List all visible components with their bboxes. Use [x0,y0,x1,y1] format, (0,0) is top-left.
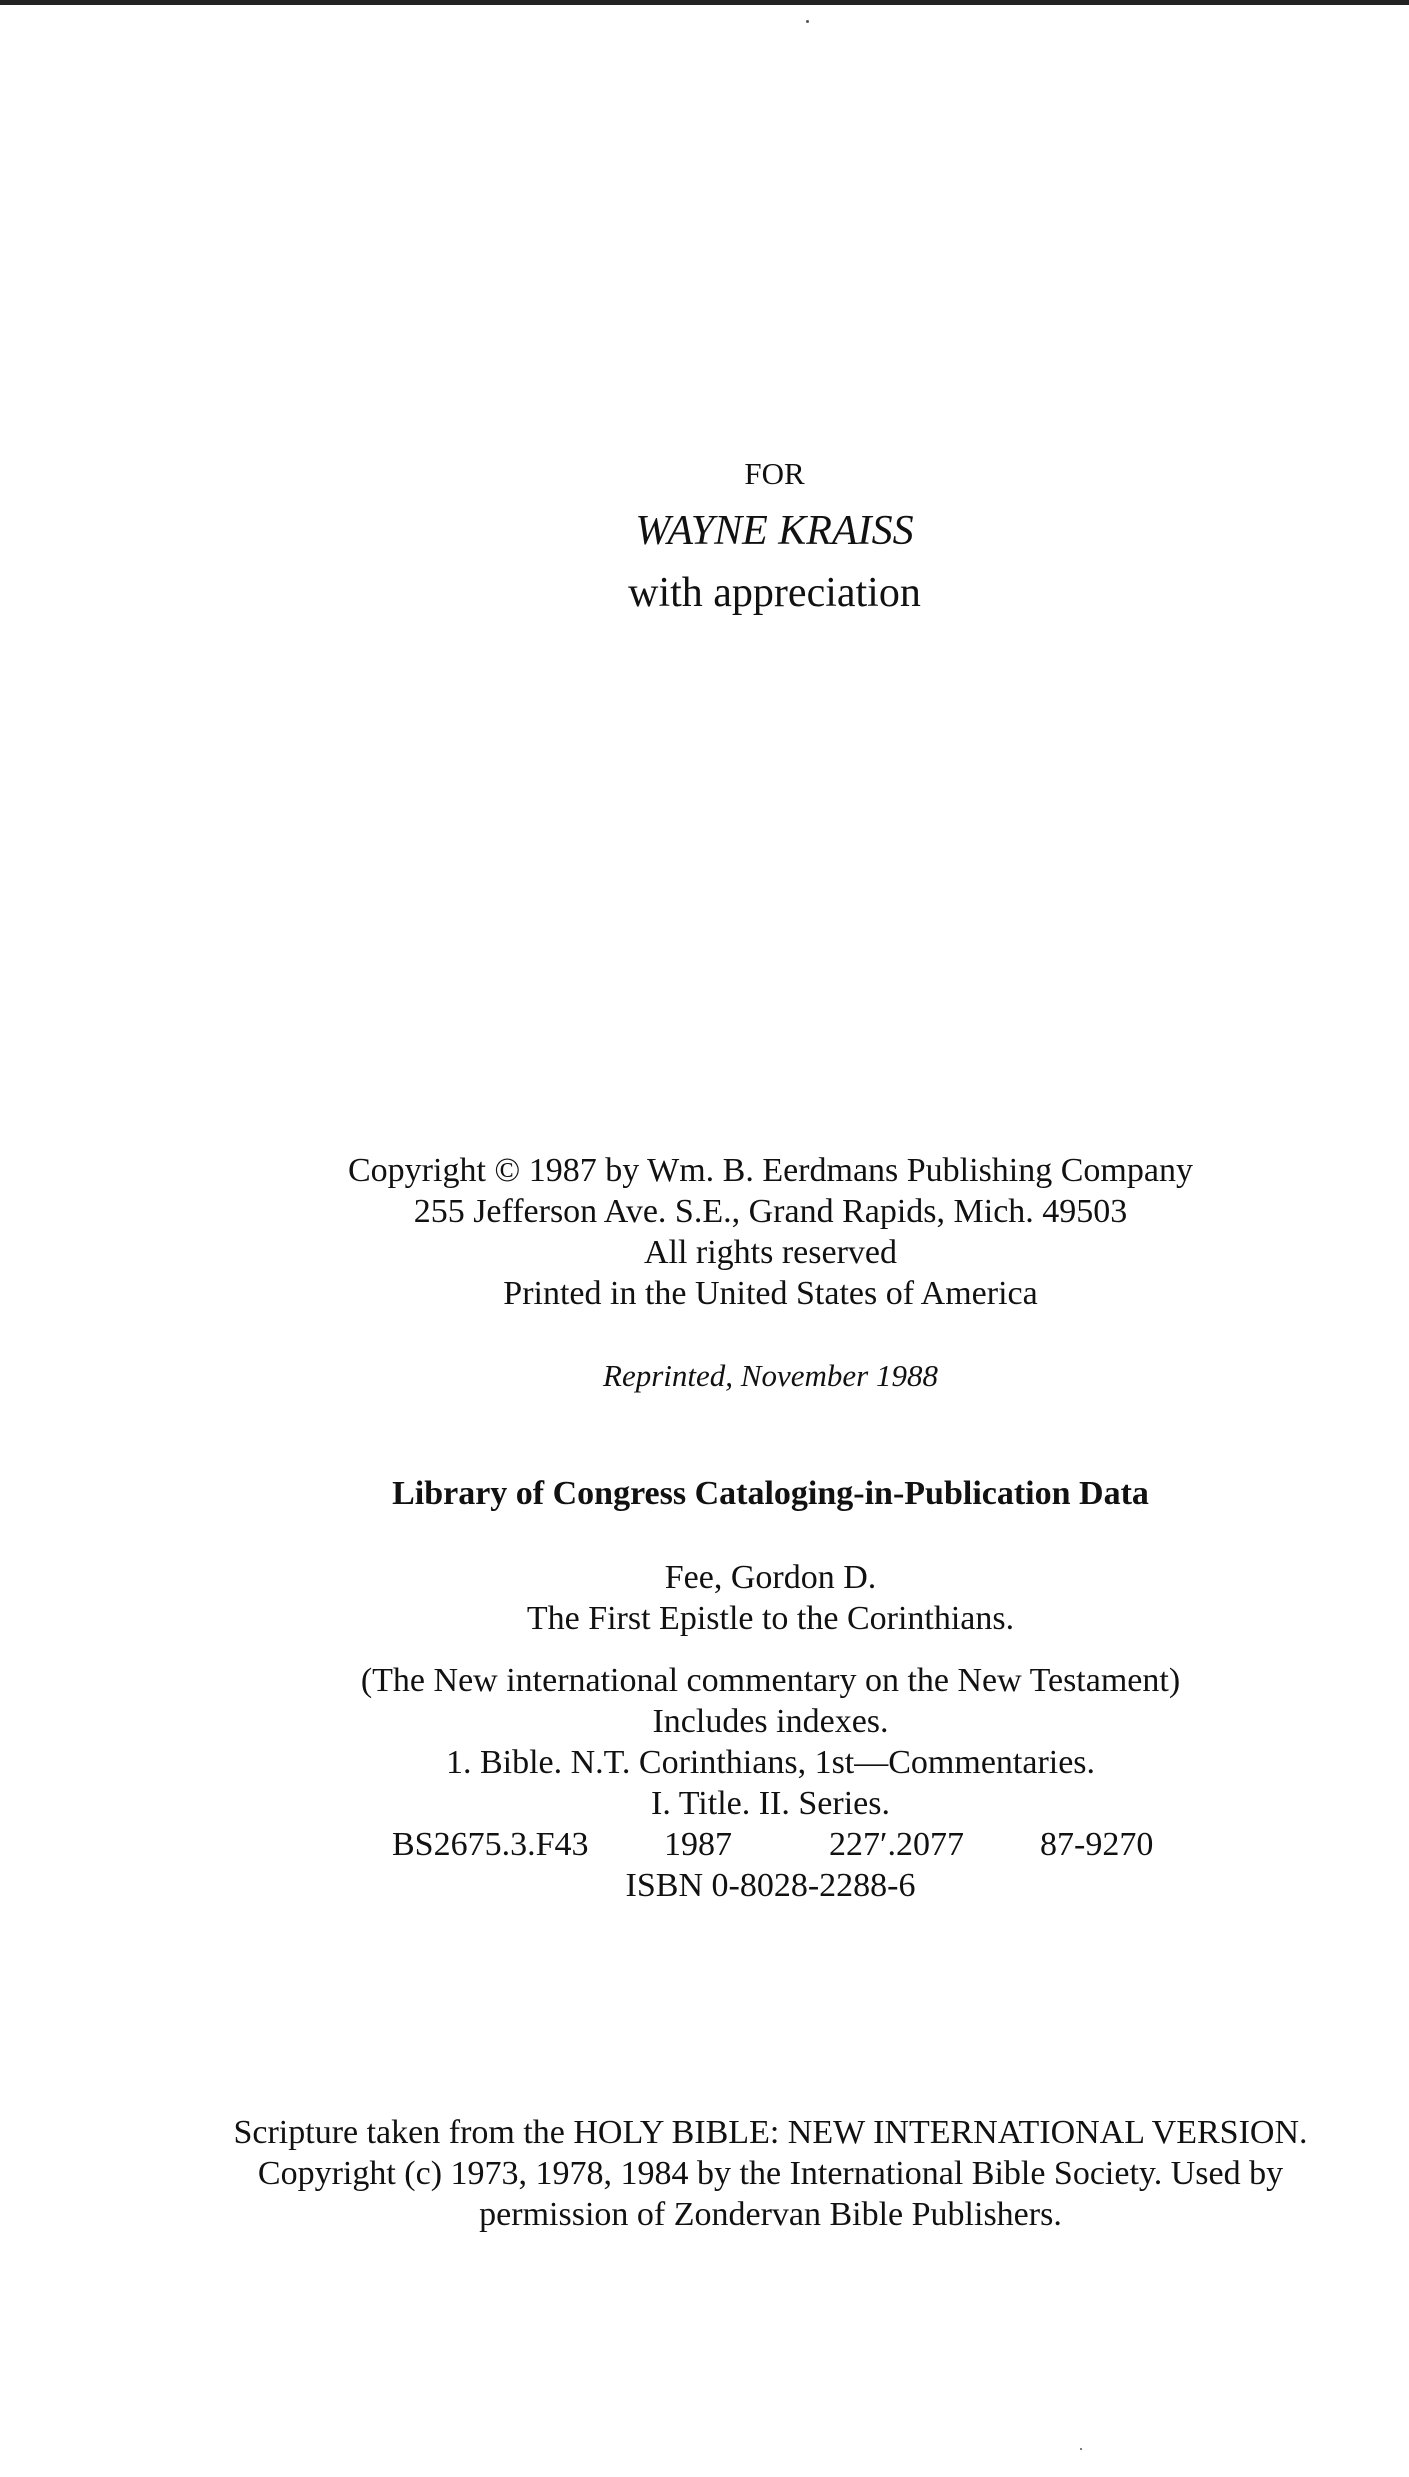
copyright-line: Copyright © 1987 by Wm. B. Eerdmans Publishing Company [348,1152,1193,1189]
cip-author: Fee, Gordon D. [664,1559,877,1596]
dedication-appreciation: with appreciation [628,570,921,616]
scripture-line-1: Scripture taken from the HOLY BIBLE: NEW INTERNATIONAL VERSION. [233,2114,1308,2151]
cip-dewey: 227′.2077 [829,1826,964,1863]
cip-subjects: 1. Bible. N.T. Corinthians, 1st—Commentaries. [445,1744,1096,1781]
cip-title: The First Epistle to the Corinthians. [526,1600,1015,1637]
printed-in: Printed in the United States of America [503,1275,1038,1312]
cip-call-row [392,1824,1154,1865]
scan-speck [806,20,809,23]
cip-notes-block [66,1660,1409,1824]
scripture-line-3: permission of Zondervan Bible Publishers. [479,2196,1062,2233]
dedication [70,448,1409,624]
cip-heading [66,1470,1409,1518]
cip-heading-text: Library of Congress Cataloging-in-Publication Data [392,1475,1149,1512]
scan-speck [1080,2448,1082,2450]
cip-series-note: (The New international commentary on the New Testament) [360,1662,1181,1699]
scripture-permission [66,2112,1409,2235]
publisher-address: 255 Jefferson Ave. S.E., Grand Rapids, Mich. 49503 [413,1193,1128,1230]
copyright-block [66,1150,1409,1314]
reprint-date: Reprinted, November 1988 [603,1358,938,1393]
cip-year: 1987 [664,1826,732,1863]
rights-reserved: All rights reserved [643,1234,898,1271]
cip-isbn-block [66,1865,1409,1906]
cip-lccn: 87-9270 [1040,1826,1154,1863]
cip-call-number: BS2675.3.F43 [392,1826,589,1863]
reprint-notice [66,1354,1409,1398]
cip-isbn: ISBN 0-8028-2288-6 [625,1867,916,1904]
cip-includes: Includes indexes. [652,1703,889,1740]
cip-tracings: I. Title. II. Series. [651,1785,890,1822]
top-scan-border [0,0,1409,5]
scripture-line-2: Copyright (c) 1973, 1978, 1984 by the International Bible Society. Used by [257,2155,1284,2192]
dedication-name: WAYNE KRAISS [635,508,914,554]
cip-author-block [66,1557,1409,1639]
dedication-for: FOR [744,456,805,491]
